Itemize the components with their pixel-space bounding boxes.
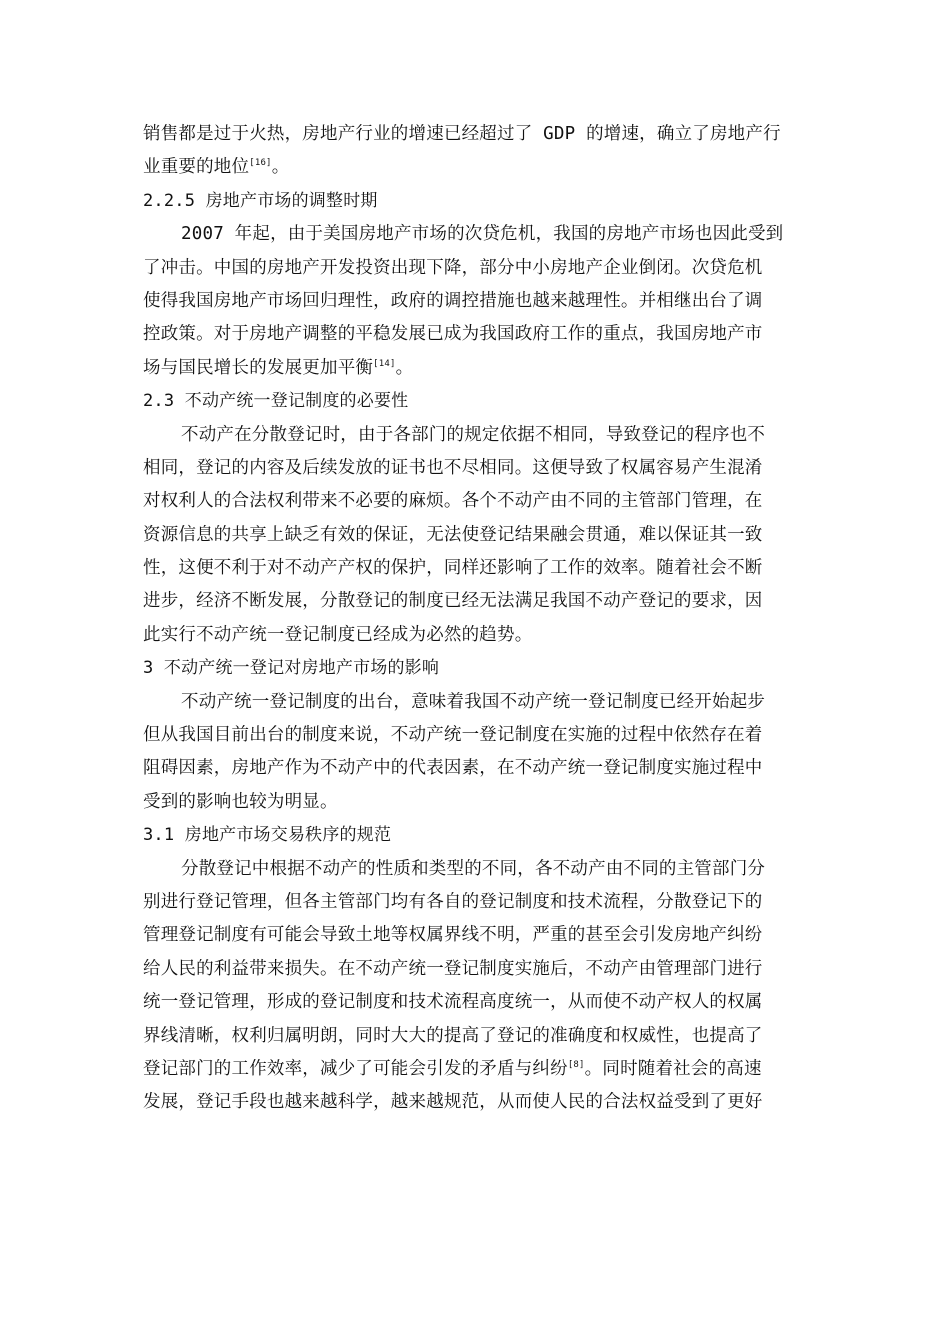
text-segment: 销售都是过于火热，房地产行业的增速已经超过了 GDP 的增速，确立了房地产行 [143, 124, 781, 144]
text-segment: 别进行登记管理，但各主管部门均有各自的登记制度和技术流程，分散登记下的 [143, 891, 763, 912]
text-segment: 发展，登记手段也越来越科学，越来越规范，从而使人民的合法权益受到了更好 [143, 1092, 763, 1113]
text-segment: 登记部门的工作效率，减少了可能会引发的矛盾与纠纷 [143, 1058, 568, 1079]
text-line [143, 285, 811, 318]
text-line [143, 1020, 811, 1053]
text-line [143, 352, 811, 385]
text-segment: 管理登记制度有可能会导致土地等权属界线不明，严重的甚至会引发房地产纠纷 [143, 925, 763, 946]
section-heading [143, 819, 811, 852]
text-line [143, 585, 811, 618]
text-segment: 3 不动产统一登记对房地产市场的影响 [143, 658, 440, 679]
text-line [143, 953, 811, 986]
text-segment: 分散登记中根据不动产的性质和类型的不同，各不动产由不同的主管部门分 [181, 858, 766, 879]
text-segment: 。 [271, 157, 290, 178]
section-heading [143, 652, 811, 685]
text-segment: 此实行不动产统一登记制度已经成为必然的趋势。 [143, 624, 533, 645]
text-segment: 阻碍因素，房地产作为不动产中的代表因素，在不动产统一登记制度实施过程中 [143, 758, 763, 779]
text-line [143, 853, 811, 886]
text-segment: 不动产统一登记制度的出台，意味着我国不动产统一登记制度已经开始起步 [181, 691, 766, 712]
text-line [143, 151, 811, 184]
text-line [143, 686, 811, 719]
text-line [143, 519, 811, 552]
text-segment: 性，这便不利于对不动产产权的保护，同样还影响了工作的效率。随着社会不断 [143, 558, 763, 579]
text-segment: 。同时随着社会的高速 [584, 1058, 762, 1079]
text-line [143, 919, 811, 952]
text-segment: 界线清晰，权利归属明朗，同时大大的提高了登记的准确度和权威性，也提高了 [143, 1025, 763, 1046]
text-line [143, 252, 811, 285]
citation-reference: [8] [567, 1059, 585, 1070]
text-line [143, 452, 811, 485]
text-line [143, 318, 811, 351]
text-segment: 进步，经济不断发展，分散登记的制度已经无法满足我国不动产登记的要求，因 [143, 591, 763, 612]
text-line [143, 619, 811, 652]
text-segment: 业重要的地位 [143, 157, 250, 178]
text-segment: 控政策。对于房地产调整的平稳发展已成为我国政府工作的重点，我国房地产市 [143, 324, 763, 345]
text-line [143, 218, 811, 251]
text-line [143, 552, 811, 585]
text-line [143, 419, 811, 452]
text-segment: 。 [395, 357, 414, 378]
text-segment: 2.3 不动产统一登记制度的必要性 [143, 391, 409, 412]
text-line [143, 118, 811, 151]
text-segment: 2.2.5 房地产市场的调整时期 [143, 190, 378, 211]
text-segment: 但从我国目前出台的制度来说，不动产统一登记制度在实施的过程中依然存在着 [143, 725, 763, 746]
text-segment: 资源信息的共享上缺乏有效的保证，无法使登记结果融会贯通，难以保证其一致 [143, 524, 763, 545]
text-line [143, 1053, 811, 1086]
text-line [143, 485, 811, 518]
text-line [143, 786, 811, 819]
text-line [143, 1086, 811, 1119]
section-heading [143, 185, 811, 218]
text-segment: 受到的影响也较为明显。 [143, 791, 338, 812]
document-page [143, 118, 811, 1120]
text-segment: 给人民的利益带来损失。在不动产统一登记制度实施后，不动产由管理部门进行 [143, 958, 763, 979]
text-line [143, 752, 811, 785]
text-segment: 3.1 房地产市场交易秩序的规范 [143, 825, 392, 846]
section-heading [143, 385, 811, 418]
text-segment: 对权利人的合法权利带来不必要的麻烦。各个不动产由不同的主管部门管理，在 [143, 491, 763, 512]
text-segment: 统一登记管理，形成的登记制度和技术流程高度统一，从而使不动产权人的权属 [143, 992, 763, 1013]
text-line [143, 719, 811, 752]
text-line [143, 986, 811, 1019]
text-segment: 2007 年起，由于美国房地产市场的次贷危机，我国的房地产市场也因此受到 [181, 224, 784, 245]
text-segment: 了冲击。中国的房地产开发投资出现下降，部分中小房地产企业倒闭。次贷危机 [143, 257, 763, 278]
text-segment: 相同，登记的内容及后续发放的证书也不尽相同。这便导致了权属容易产生混淆 [143, 457, 763, 478]
text-segment: 不动产在分散登记时，由于各部门的规定依据不相同，导致登记的程序也不 [181, 424, 766, 445]
citation-reference: [14] [373, 358, 396, 369]
text-segment: 使得我国房地产市场回归理性，政府的调控措施也越来越理性。并相继出台了调 [143, 290, 763, 311]
citation-reference: [16] [249, 158, 272, 169]
text-segment: 场与国民增长的发展更加平衡 [143, 357, 374, 378]
text-line [143, 886, 811, 919]
